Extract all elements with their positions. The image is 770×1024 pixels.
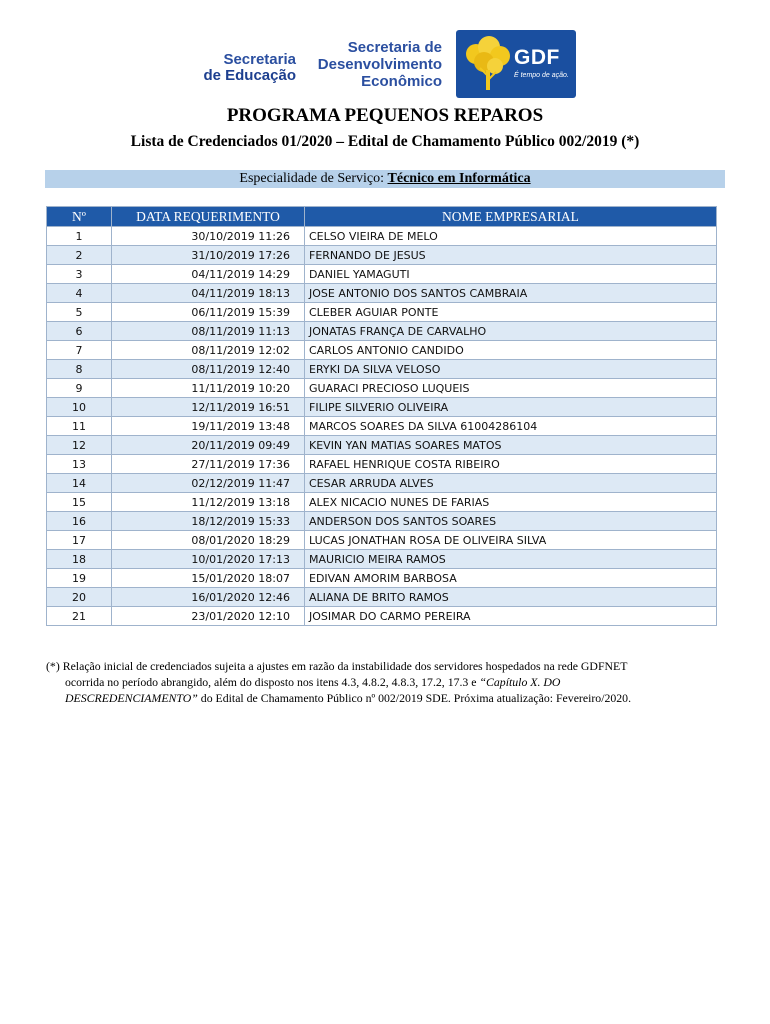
footnote [46,658,726,706]
table-row [47,398,717,417]
cell-num: 19 [47,569,112,588]
table-row [47,436,717,455]
cell-name: ALIANA DE BRITO RAMOS [305,588,717,607]
cell-name: MARCOS SOARES DA SILVA 61004286104 [305,417,717,436]
header-num: Nº [47,207,112,227]
footnote-line2 [46,674,726,690]
cell-num: 1 [47,227,112,246]
cell-num: 6 [47,322,112,341]
cell-num: 15 [47,493,112,512]
sec-educacao-line1: Secretaria [223,51,296,68]
cell-date: 15/01/2020 18:07 [112,569,305,588]
header-date: DATA REQUERIMENTO [112,207,305,227]
table-row [47,303,717,322]
cell-date: 04/11/2019 18:13 [112,284,305,303]
secretaria-desenvolvimento-logo [306,39,442,90]
table-header-row [47,207,717,227]
footnote-line2-text: ocorrida no período abrangido, além do disposto nos itens 4.3, 4.8.2, 4.8.3, 17.2, 17.3 e [65,675,480,689]
cell-date: 20/11/2019 09:49 [112,436,305,455]
footnote-line3-italic: DESCREDENCIAMENTO” [65,691,198,705]
specialty-bar [45,170,725,188]
cell-name: JOSIMAR DO CARMO PEREIRA [305,607,717,626]
specialty-value: Técnico em Informática [387,171,531,186]
cell-num: 4 [47,284,112,303]
cell-num: 12 [47,436,112,455]
cell-num: 9 [47,379,112,398]
table-row [47,607,717,626]
table-row [47,265,717,284]
cell-name: ALEX NICACIO NUNES DE FARIAS [305,493,717,512]
cell-date: 16/01/2020 12:46 [112,588,305,607]
cell-num: 16 [47,512,112,531]
table-row [47,227,717,246]
cell-name: LUCAS JONATHAN ROSA DE OLIVEIRA SILVA [305,531,717,550]
cell-name: ANDERSON DOS SANTOS SOARES [305,512,717,531]
table-row [47,455,717,474]
cell-date: 18/12/2019 15:33 [112,512,305,531]
cell-name: FILIPE SILVERIO OLIVEIRA [305,398,717,417]
cell-date: 04/11/2019 14:29 [112,265,305,284]
cell-name: EDIVAN AMORIM BARBOSA [305,569,717,588]
table-row [47,588,717,607]
cell-num: 17 [47,531,112,550]
table-row [47,322,717,341]
table-body [47,227,717,626]
header-logos [190,30,590,98]
table-row [47,341,717,360]
cell-name: CELSO VIEIRA DE MELO [305,227,717,246]
table-row [47,474,717,493]
cell-name: CESAR ARRUDA ALVES [305,474,717,493]
secretaria-educacao-logo [190,52,296,84]
cell-name: CLEBER AGUIAR PONTE [305,303,717,322]
cell-name: FERNANDO DE JESUS [305,246,717,265]
specialty-label: Especialidade de Serviço: [239,171,385,186]
cell-date: 08/11/2019 12:02 [112,341,305,360]
cell-date: 30/10/2019 11:26 [112,227,305,246]
cell-num: 3 [47,265,112,284]
credentials-table [46,206,717,626]
table-row [47,379,717,398]
footnote-line2-italic: “Capítulo X. DO [479,675,561,689]
cell-date: 08/11/2019 11:13 [112,322,305,341]
cell-num: 2 [47,246,112,265]
cell-name: RAFAEL HENRIQUE COSTA RIBEIRO [305,455,717,474]
table-row [47,246,717,265]
cell-num: 10 [47,398,112,417]
cell-name: JONATAS FRANÇA DE CARVALHO [305,322,717,341]
cell-date: 08/11/2019 12:40 [112,360,305,379]
gdf-tagline: É tempo de ação. [514,72,569,79]
cell-num: 13 [47,455,112,474]
table-row [47,531,717,550]
sec-desenv-line2: Desenvolvimento [317,56,442,73]
footnote-line1: (*) Relação inicial de credenciados sujeita a ajustes em razão da instabilidade dos servidores hospedados na rede GDFNET [46,659,628,673]
cell-date: 19/11/2019 13:48 [112,417,305,436]
cell-date: 23/01/2020 12:10 [112,607,305,626]
table-row [47,550,717,569]
header-name: NOME EMPRESARIAL [305,207,717,227]
sec-desenv-line1: Secretaria de [347,39,442,56]
gdf-tree-icon [462,36,514,94]
cell-num: 11 [47,417,112,436]
cell-date: 31/10/2019 17:26 [112,246,305,265]
cell-date: 06/11/2019 15:39 [112,303,305,322]
footnote-line3 [46,690,726,706]
cell-name: KEVIN YAN MATIAS SOARES MATOS [305,436,717,455]
table-row [47,512,717,531]
cell-date: 10/01/2020 17:13 [112,550,305,569]
cell-num: 21 [47,607,112,626]
cell-name: JOSE ANTONIO DOS SANTOS CAMBRAIA [305,284,717,303]
cell-num: 18 [47,550,112,569]
sec-educacao-line2: de Educação [203,67,296,84]
cell-num: 8 [47,360,112,379]
cell-name: CARLOS ANTONIO CANDIDO [305,341,717,360]
table-row [47,417,717,436]
table-row [47,284,717,303]
footnote-line3-text: do Edital de Chamamento Público nº 002/2019 SDE. Próxima atualização: Fevereiro/2020. [197,691,632,705]
cell-num: 14 [47,474,112,493]
cell-date: 27/11/2019 17:36 [112,455,305,474]
cell-date: 11/11/2019 10:20 [112,379,305,398]
cell-name: DANIEL YAMAGUTI [305,265,717,284]
cell-num: 20 [47,588,112,607]
cell-name: ERYKI DA SILVA VELOSO [305,360,717,379]
document-title: PROGRAMA PEQUENOS REPAROS [226,105,544,126]
document-subtitle: Lista de Credenciados 01/2020 – Edital de Chamamento Público 002/2019 (*) [130,133,640,150]
gdf-logo [456,30,576,98]
cell-name: GUARACI PRECIOSO LUQUEIS [305,379,717,398]
cell-date: 12/11/2019 16:51 [112,398,305,417]
cell-date: 11/12/2019 13:18 [112,493,305,512]
table-row [47,569,717,588]
table-row [47,360,717,379]
table-row [47,493,717,512]
gdf-wordmark: GDF [514,46,560,69]
cell-date: 08/01/2020 18:29 [112,531,305,550]
sec-desenv-line3: Econômico [361,73,442,90]
cell-name: MAURICIO MEIRA RAMOS [305,550,717,569]
cell-date: 02/12/2019 11:47 [112,474,305,493]
cell-num: 7 [47,341,112,360]
cell-num: 5 [47,303,112,322]
